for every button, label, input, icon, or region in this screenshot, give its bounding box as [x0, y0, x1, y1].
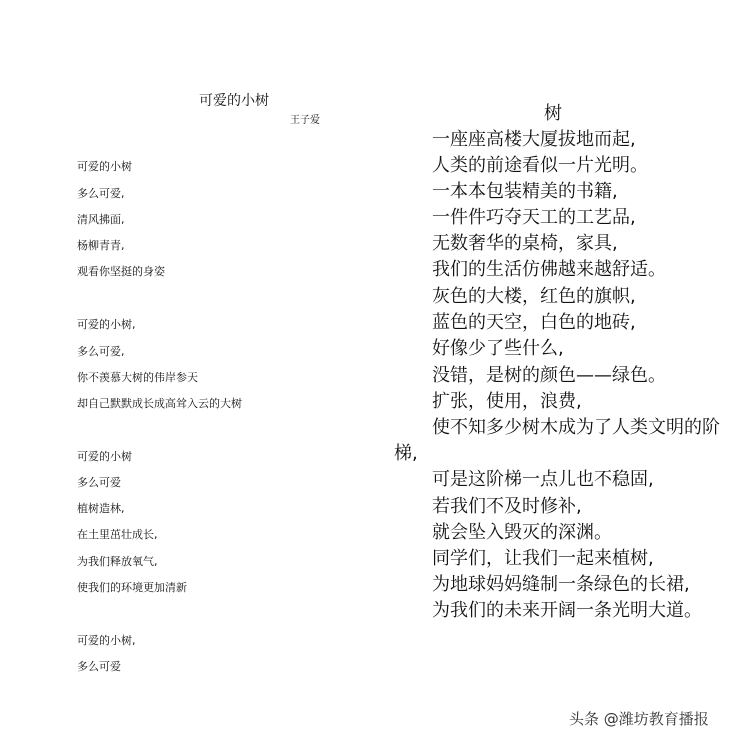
watermark: 头条 @潍坊教育播报: [569, 710, 709, 728]
right-poem-line: 没错，是树的颜色——绿色。: [432, 365, 666, 386]
right-poem-line: 使不知多少树木成为了人类文明的阶: [432, 417, 720, 438]
right-poem-line: 扩张，使用，浪费,: [432, 391, 582, 412]
left-poem-line: 植树造林,: [77, 502, 125, 515]
left-poem-line: 你不羡慕大树的伟岸参天: [77, 371, 198, 384]
right-poem-title: 树: [544, 103, 562, 124]
left-poem-line: 为我们释放氧气,: [77, 555, 158, 568]
left-poem-line: 多么可爱,: [77, 187, 125, 200]
right-poem-line: 就会坠入毁灭的深渊。: [432, 522, 612, 543]
left-poem-line: 可爱的小树,: [77, 318, 136, 331]
right-poem-line: 同学们，让我们一起来植树,: [432, 548, 654, 569]
right-poem-line: 一本本包装精美的书籍,: [432, 181, 618, 202]
left-poem-line: 清风拂面,: [77, 213, 125, 226]
right-poem-line: 人类的前途看似一片光明。: [432, 155, 648, 176]
left-poem-line: 使我们的环境更加清新: [77, 581, 187, 594]
right-poem-line: 可是这阶梯一点儿也不稳固,: [432, 469, 654, 490]
right-poem-line: 灰色的大楼，红色的旗帜,: [432, 286, 636, 307]
left-poem-line: 可爱的小树: [77, 160, 132, 173]
left-poem-line: 多么可爱: [77, 476, 121, 489]
left-poem-title: 可爱的小树: [199, 93, 269, 109]
left-poem-author: 王子爱: [290, 115, 320, 126]
right-poem-line: 为地球妈妈缝制一条绿色的长裙,: [432, 574, 690, 595]
right-poem-line: 梯,: [394, 443, 418, 464]
right-poem-line: 一座座高楼大厦拔地而起,: [432, 129, 636, 150]
left-poem-line: 可爱的小树,: [77, 634, 136, 647]
left-poem-line: 却自己默默成长成高耸入云的大树: [77, 397, 242, 410]
right-poem-line: 无数奢华的桌椅，家具,: [432, 233, 618, 254]
right-poem-line: 好像少了些什么,: [432, 338, 564, 359]
left-poem-line: 多么可爱,: [77, 345, 125, 358]
right-poem-line: 若我们不及时修补,: [432, 496, 582, 517]
left-poem-line: 多么可爱: [77, 660, 121, 673]
left-poem-line: 观看你坚挺的身姿: [77, 265, 165, 278]
right-poem-line: 蓝色的天空，白色的地砖,: [432, 312, 636, 333]
right-poem-line: 为我们的未来开阔一条光明大道。: [432, 600, 702, 621]
left-poem-line: 在土里茁壮成长,: [77, 528, 158, 541]
left-poem-line: 可爱的小树: [77, 450, 132, 463]
right-poem-line: 我们的生活仿佛越来越舒适。: [432, 259, 666, 280]
left-poem-line: 杨柳青青,: [77, 239, 125, 252]
right-poem-line: 一件件巧夺天工的工艺品,: [432, 207, 636, 228]
